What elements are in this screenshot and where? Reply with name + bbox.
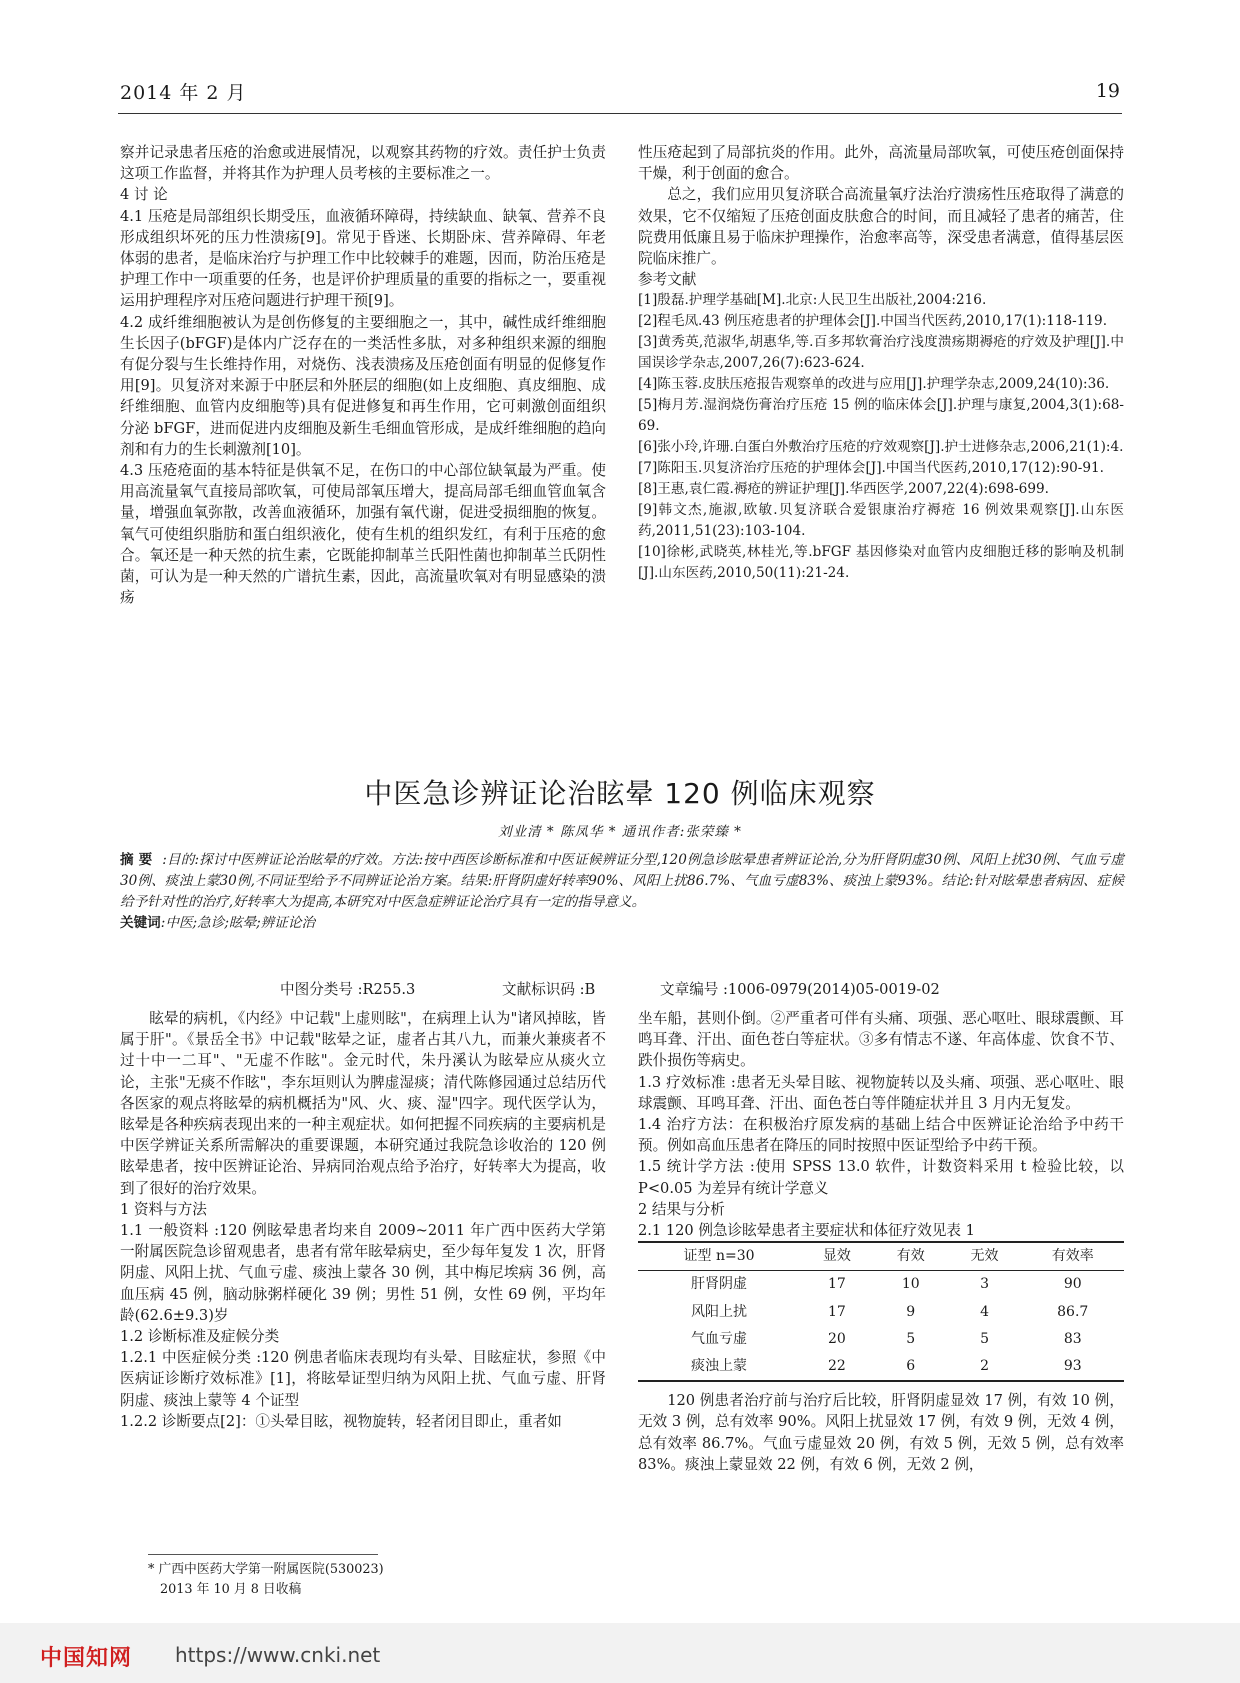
paragraph: 1.2.1 中医症候分类 :120 例患者临床表现均有头晕、目眩症状，参照《中医病证诊断疗效标准》[1]，将眩晕证型归纳为风阳上扰、气血亏虚、肝肾阴虚、痰浊上蒙等 4 个证型 (120, 1349, 606, 1409)
section-heading: 2 结果与分析 (638, 1200, 725, 1218)
table-cell: 4 (980, 1303, 989, 1320)
abstract-label: 摘 要 (120, 852, 153, 868)
paragraph: 眩晕的病机，《内经》中记载"上虚则眩"，在病理上认为"诸风掉眩，皆属于肝"。《景岳全书》中记载"眩晕之证，虚者占其八九，而兼火兼痰者不过十中一二耳"、"无虚不作眩"。金元时代，朱丹溪认为眩晕应从痰火立论，主张"无痰不作眩"，李东垣则认为脾虚湿痰；清代陈修园通过总结历代各医家的观点将眩晕的病机概括为"风、火、痰、湿"四字。现代医学认为，眩晕是各种疾病表现出来的一种主观症状。如何把握不同疾病的主要病机是中医学辨证关系所需解决的重要课题，本研究通过我院急诊收治的 120 例眩晕患者，按中医辨证论治、异病同治观点给予治疗，好转率大为提高，收到了很好的治疗效果。 (120, 1010, 606, 1197)
subsection-heading: 1.2 诊断标准及症候分类 (120, 1328, 280, 1346)
table-cell: 22 (800, 1353, 874, 1381)
document-code: 文献标识码 :B (502, 981, 596, 998)
reference-item: [10]徐彬,武晓英,林桂光,等.bFGF 基因修染对血管内皮细胞迁移的影响及机制[J].山东医药,2010,50(11):21-24. (638, 544, 1124, 582)
table-cell: 5 (906, 1330, 916, 1347)
reference-item: [1]殷磊.护理学基础[M].北京:人民卫生出版社,2004:216. (638, 292, 987, 309)
paragraph: 1.2.2 诊断要点[2]：①头晕目眩，视物旋转，轻者闭目即止，重者如 (120, 1412, 562, 1430)
table-cell: 17 (828, 1276, 846, 1293)
keywords-text: :中医;急诊;眩晕;辨证论治 (160, 915, 316, 931)
paragraph: 4.1 压疮是局部组织长期受压，血液循环障碍，持续缺血、缺氧、营养不良形成组织坏死的压力性溃疡[9]。常见于昏迷、长期卧床、营养障碍、年老体弱的患者，是临床治疗与护理工作中比较棘手的难题，因而，防治压疮是护理工作中一项重要的任务，也是评价护理质量的重要的指标之一，要重视运用护理程序对压疮问题进行护理干预[9]。 (120, 207, 606, 310)
abstract-text: :目的:探讨中医辨证论治眩晕的疗效。方法:按中西医诊断标准和中医证候辨证分型,120例急诊眩晕患者辨证论治,分为肝肾阴虚30例、风阳上扰30例、气血亏虚30例、痰浊上蒙30例,不同证型给予不同辨证论治方案。结果:肝肾阴虚好转率90%、风阳上扰86.7%、气血亏虚83%、痰浊上蒙93%。结论:针对眩晕患者病因、症候给予针对性的治疗,好转率大为提高,本研究对中医急症辨证论治疗具有一定的指导意义。 (120, 852, 1124, 910)
table-header-row (638, 1242, 1124, 1271)
table-cell: 气血亏虚 (691, 1330, 747, 1347)
table-cell: 17 (828, 1303, 846, 1320)
table-cell: 6 (874, 1353, 948, 1381)
footnote-rule (148, 1554, 378, 1555)
paragraph: 1.3 疗效标准 :患者无头晕目眩、视物旋转以及头痛、项强、恶心呕吐、眼球震颤、耳鸣耳聋、汗出、面色苍白等伴随症状并且 3 月内无复发。 (638, 1073, 1124, 1112)
table-cell: 10 (901, 1276, 920, 1293)
cnki-logo: 中国知网 (40, 1646, 133, 1671)
table-title: 2.1 120 例急诊眩晕患者主要症状和体征疗效见表 1 (638, 1222, 975, 1240)
section-heading: 1 资料与方法 (120, 1200, 207, 1218)
table-header-cell: 无效 (948, 1242, 1022, 1271)
table-cell: 3 (980, 1276, 989, 1293)
paragraph: 坐车船，甚则仆倒。②严重者可伴有头痛、项强、恶心呕吐、眼球震颤、耳鸣耳聋、汗出、面色苍白等症状。③多有情志不遂、年高体虚、饮食不节、跌仆损伤等病史。 (638, 1010, 1124, 1070)
efficacy-table (638, 1241, 1124, 1382)
article-title: 中医急诊辨证论治眩晕 120 例临床观察 (364, 777, 876, 810)
reference-item: [8]王惠,袁仁霞.褥疮的辨证护理[J].华西医学,2007,22(4):698-699. (638, 481, 1049, 498)
paragraph: 性压疮起到了局部抗炎的作用。此外，高流量局部吹氧，可使压疮创面保持干燥，利于创面的愈合。 (638, 144, 1124, 183)
table-cell: 83 (1063, 1330, 1082, 1347)
bottom-left-column (120, 1008, 606, 1432)
paragraph: 1.4 治疗方法：在积极治疗原发病的基础上结合中医辨证论治给予中药干预。例如高血压患者在降压的同时按照中医证型给予中药干预。 (638, 1116, 1124, 1155)
table-header-cell: 显效 (800, 1242, 874, 1271)
article-number: 文章编号 :1006-0979(2014)05-0019-02 (660, 981, 940, 998)
table-cell: 90 (1063, 1276, 1082, 1293)
table-cell: 93 (1021, 1353, 1124, 1381)
paragraph: 120 例患者治疗前与治疗后比较，肝肾阴虚显效 17 例，有效 10 例，无效 3 例，总有效率 90%。风阳上扰显效 17 例，有效 9 例，无效 4 例，总有效率 86.7%。气血亏虚显效 20 例，有效 5 例，无效 5 例，总有效率 83%。痰浊上蒙显效 22 例，有效 6 例，无效 2 例， (638, 1392, 1124, 1473)
paragraph: 4.2 成纤维细胞被认为是创伤修复的主要细胞之一，其中，碱性成纤维细胞生长因子(bFGF)是体内广泛存在的一类活性多肽，对多种组织来源的细胞有促分裂与生长维持作用，对烧伤、浅表溃疡及压疮创面有明显的促修复作用[9]。贝复济对来源于中胚层和外胚层的细胞(如上皮细胞、真皮细胞、成纤维细胞、血管内皮细胞等)具有促进修复和再生作用，它可刺激创面组织分泌 bFGF，进而促进内皮细胞及新生毛细血管形成，是成纤维细胞的趋向剂和有力的生长刺激剂[10]。 (120, 313, 606, 458)
section-heading: 4 讨 论 (120, 186, 168, 204)
table-cell: 5 (980, 1330, 989, 1347)
paragraph: 察并记录患者压疮的治愈或进展情况，以观察其药物的疗效。责任护士负责这项工作监督，并将其作为护理人员考核的主要标准之一。 (120, 144, 606, 183)
table-cell: 风阳上扰 (691, 1303, 747, 1320)
top-right-column (638, 142, 1124, 584)
footnote-affiliation: * 广西中医药大学第一附属医院(530023) (148, 1562, 384, 1577)
running-header-date: 2014 年 2 月 (120, 82, 247, 104)
reference-item: [6]张小玲,许珊.白蛋白外敷治疗压疮的疗效观察[J].护士进修杂志,2006,21(1):4. (638, 439, 1124, 456)
abstract-block (120, 850, 1124, 934)
reference-item: [7]陈阳玉.贝复济治疗压疮的护理体会[J].中国当代医药,2010,17(12):90-91. (638, 460, 1104, 477)
table-header-cell: 证型 n=30 (638, 1242, 800, 1271)
table-header-cell: 有效率 (1021, 1242, 1124, 1271)
paragraph: 1.5 统计学方法 :使用 SPSS 13.0 软件，计数资料采用 t 检验比较，以 P<0.05 为差异有统计学意义 (638, 1158, 1124, 1197)
table-cell: 86.7 (1057, 1303, 1089, 1320)
table-row (638, 1353, 1124, 1381)
table-cell: 2 (948, 1353, 1022, 1381)
reference-item: [4]陈玉蓉.皮肤压疮报告观察单的改进与应用[J].护理学杂志,2009,24(10):36. (638, 376, 1110, 393)
paragraph: 总之，我们应用贝复济联合高流量氧疗法治疗溃疡性压疮取得了满意的效果，它不仅缩短了压疮创面皮肤愈合的时间，而且减轻了患者的痛苦，住院费用低廉且易于临床护理操作，治愈率高等，深受患者满意，值得基层医院临床推广。 (638, 186, 1124, 268)
table-cell: 20 (828, 1330, 846, 1347)
reference-item: [2]程毛凤.43 例压疮患者的护理体会[J].中国当代医药,2010,17(1):118-119. (638, 313, 1108, 330)
table-cell: 痰浊上蒙 (638, 1353, 800, 1381)
article-authors: 刘业清 * 陈凤华 * 通讯作者:张荣臻 * (498, 824, 742, 840)
references-heading: 参考文献 (638, 271, 697, 289)
table-header-cell: 有效 (874, 1242, 948, 1271)
table-cell: 9 (906, 1303, 916, 1320)
cnki-url-link[interactable]: https://www.cnki.net (175, 1643, 381, 1667)
paragraph: 1.1 一般资料 :120 例眩晕患者均来自 2009~2011 年广西中医药大学第一附属医院急诊留观患者，患者有常年眩晕病史，至少每年复发 1 次，肝肾阴虚、风阳上扰、气血亏虚、痰浊上蒙各 30 例，其中梅尼埃病 36 例，高血压病 45 例，脑动脉粥样硬化 39 例；男性 51 例，女性 69 例，平均年龄(62.6±9.3)岁 (120, 1222, 606, 1324)
table-row (638, 1299, 1124, 1326)
page-number: 19 (1095, 80, 1120, 102)
top-left-column (120, 142, 606, 608)
footnote-received: 2013 年 10 月 8 日收稿 (160, 1582, 302, 1597)
reference-item: [5]梅月芳.湿润烧伤膏治疗压疮 15 例的临床体会[J].护理与康复,2004,3(1):68-69. (638, 397, 1124, 435)
header-rule (118, 113, 1122, 114)
bottom-right-column (638, 1008, 1124, 1475)
table-row (638, 1326, 1124, 1353)
reference-item: [3]黄秀英,范淑华,胡惠华,等.百多邦软膏治疗浅度溃疡期褥疮的疗效及护理[J].中国误诊学杂志,2007,26(7):623-624. (638, 334, 1124, 372)
table-cell: 肝肾阴虚 (691, 1276, 747, 1293)
table-row (638, 1271, 1124, 1299)
keywords-label: 关键词 (120, 915, 161, 931)
watermark-bar (0, 1623, 1240, 1683)
paragraph: 4.3 压疮疮面的基本特征是供氧不足，在伤口的中心部位缺氧最为严重。使用高流量氧气直接局部吹氧，可使局部氧压增大，提高局部毛细血管血氧含量，增强血氧弥散，改善血液循环，加强有氧代谢，促进受损细胞的恢复。氧气可使组织脂肪和蛋白组织液化，使有生机的组织发红，有利于压疮的愈合。氧还是一种天然的抗生素，它既能抑制革兰氏阳性菌也抑制革兰氏阴性菌，可认为是一种天然的广谱抗生素，因此，高流量吹氧对有明显感染的溃疡 (120, 462, 606, 607)
reference-item: [9]韩文杰,施淑,欧敏.贝复济联合爱银康治疗褥疮 16 例效果观察[J].山东医药,2011,51(23):103-104. (638, 502, 1124, 540)
classification-number: 中图分类号 :R255.3 (280, 981, 416, 998)
